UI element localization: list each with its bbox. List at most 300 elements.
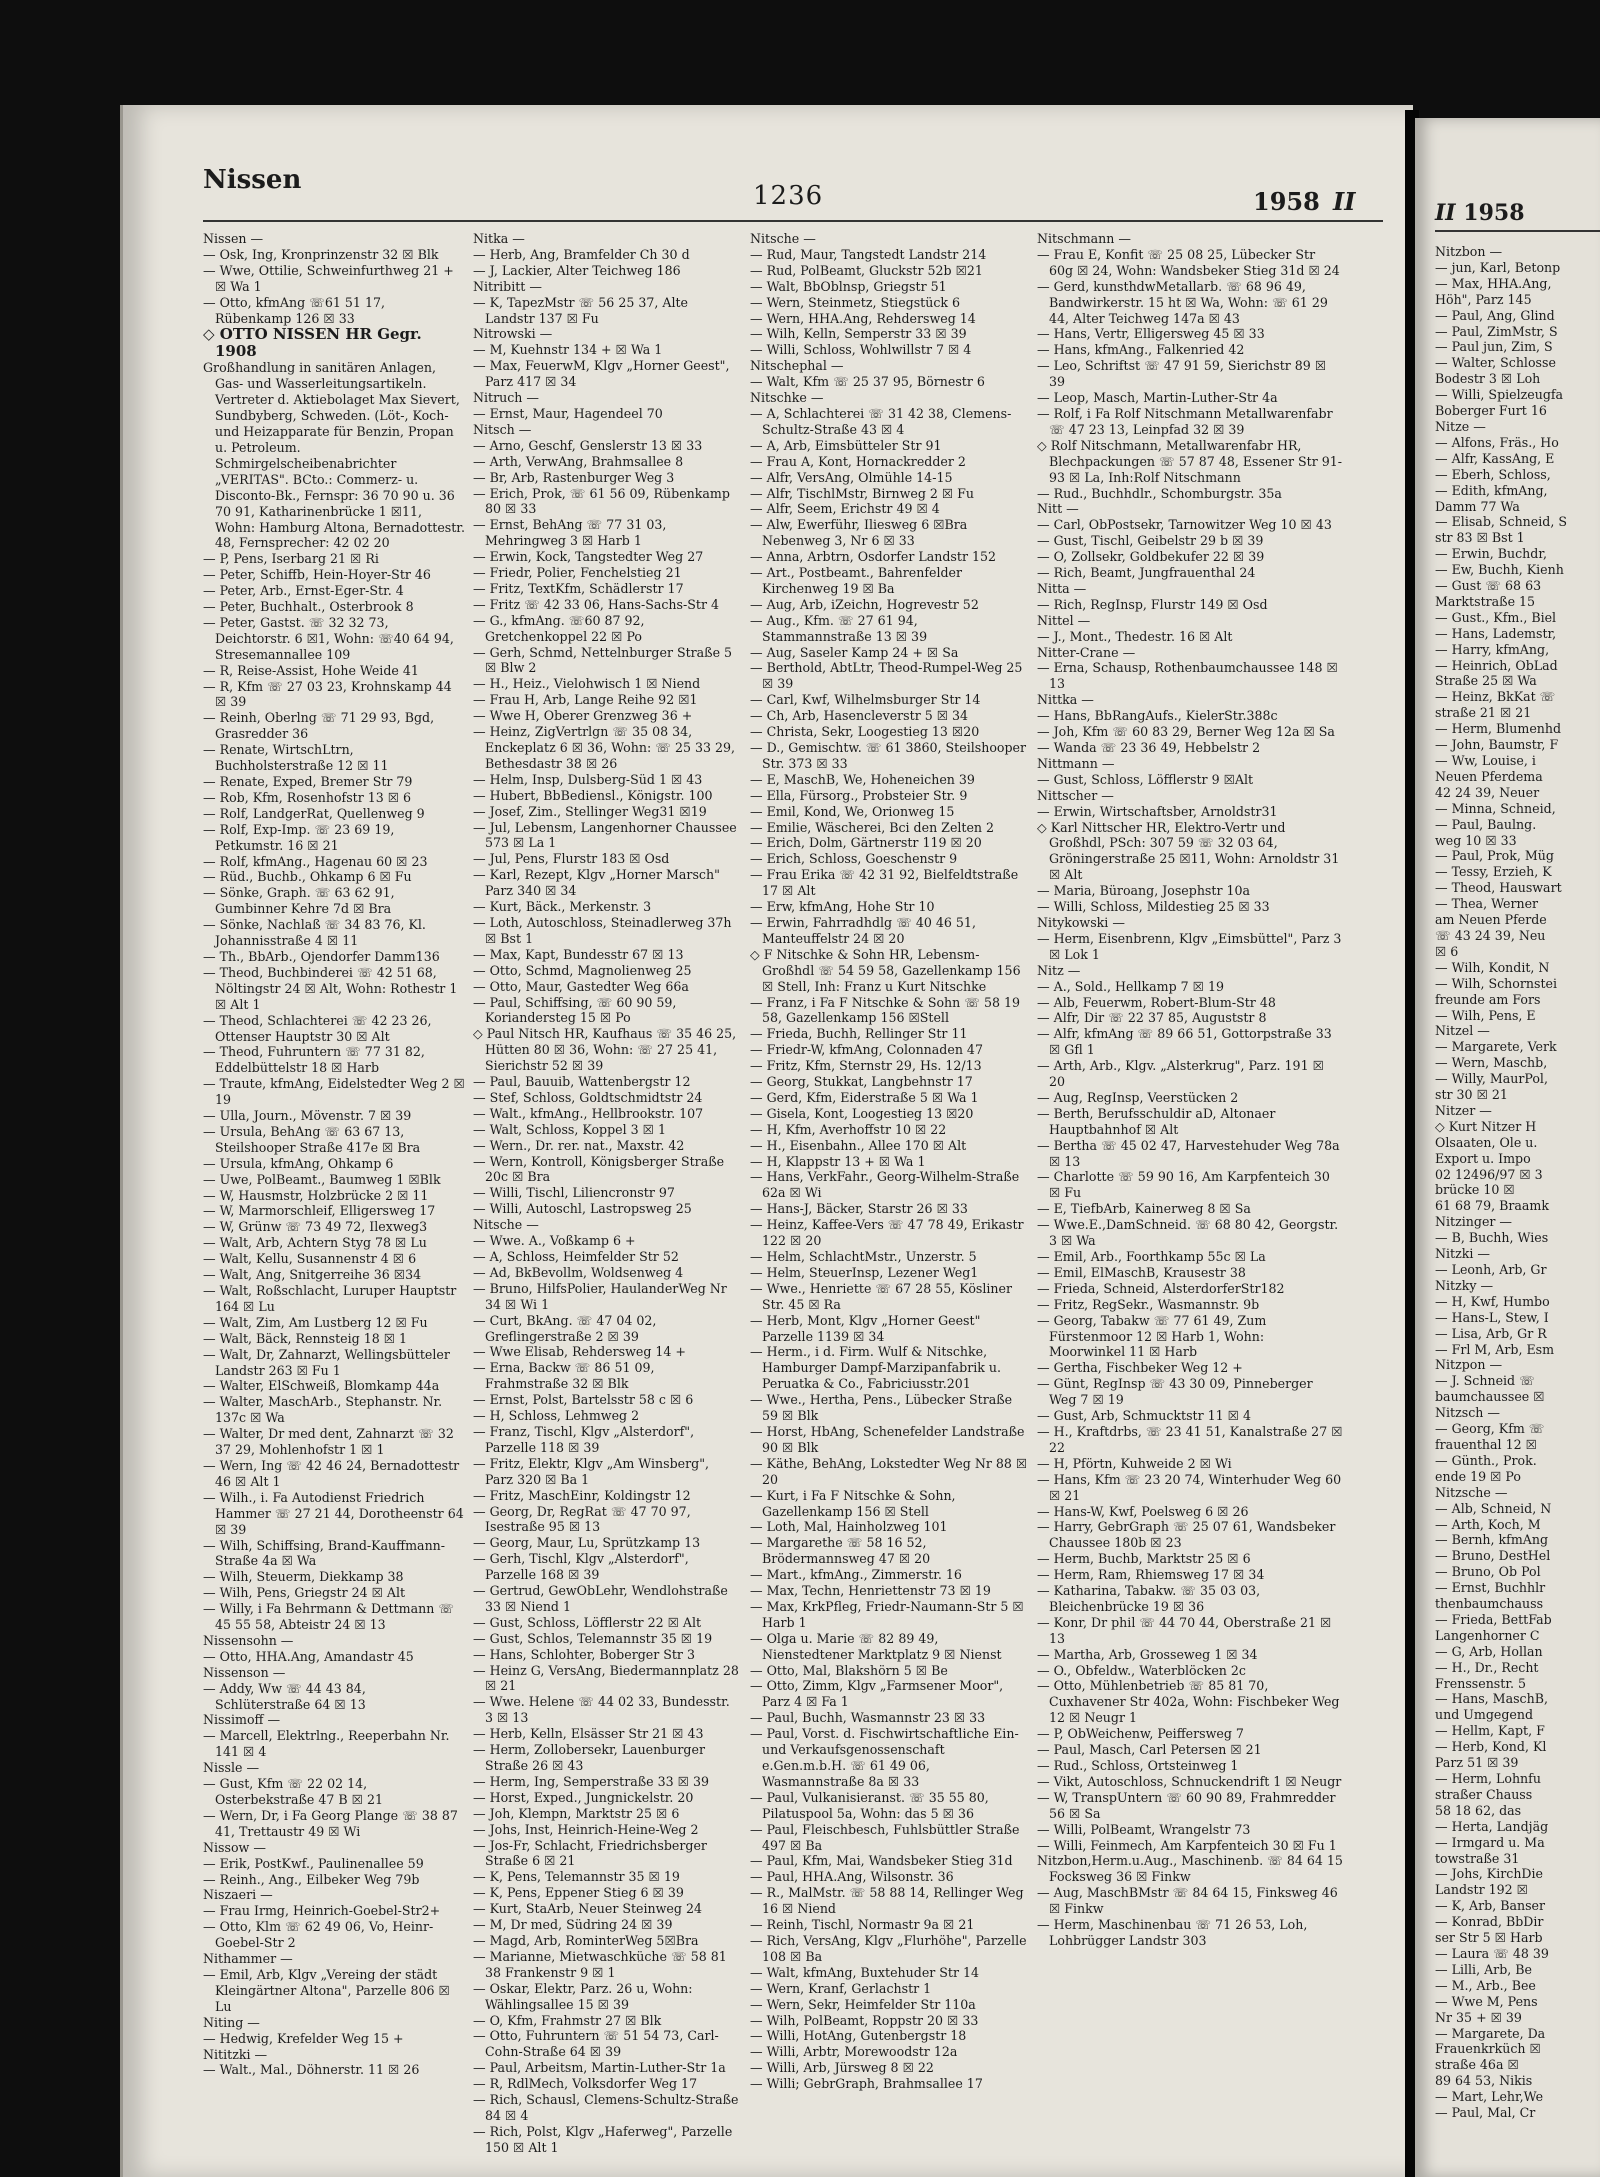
next-page-entry: — Alb, Schneid, N bbox=[1435, 1500, 1552, 1516]
directory-entry: — Konr, Dr phil ☏ 44 70 44, Oberstraße 21 ☒ 13 bbox=[1037, 1614, 1332, 1646]
directory-entry: — Addy, Ww ☏ 44 43 84, Schlüterstraße 64 ☒ 13 bbox=[203, 1680, 366, 1712]
directory-entry: — Herb, Ang, Bramfelder Ch 30 d bbox=[473, 246, 690, 262]
directory-entry: — J., Mont., Thedestr. 16 ☒ Alt bbox=[1037, 628, 1233, 644]
directory-entry: — Bruno, HilfsPolier, HaulanderWeg Nr 34 ☒ Wi 1 bbox=[473, 1280, 727, 1312]
column-3 bbox=[750, 231, 1028, 2161]
column-4 bbox=[1037, 231, 1343, 2161]
directory-entry: — Paul, Schiffsing, ☏ 60 90 59, Koriandersteg 15 ☒ Po bbox=[473, 994, 677, 1026]
directory-entry: — Charlotte ☏ 59 90 16, Am Karpfenteich 30 ☒ Fu bbox=[1037, 1169, 1330, 1201]
directory-entry: — Kurt, StaArb, Neuer Steinweg 24 bbox=[473, 1901, 702, 1917]
directory-entry: — Walt, Bäck, Rennsteig 18 ☒ 1 bbox=[203, 1330, 408, 1346]
directory-entry: — H, Pförtn, Kuhweide 2 ☒ Wi bbox=[1037, 1455, 1232, 1471]
directory-entry: — Emil, Arb, Klgv „Vereing der städt Kleingärtner Altona", Parzelle 806 ☒ Lu bbox=[203, 1966, 450, 2014]
next-page-entry: — M., Arb., Bee bbox=[1435, 1977, 1536, 1993]
directory-entry: — Georg, Stukkat, Langbehnstr 17 bbox=[750, 1074, 973, 1090]
directory-entry: — Hans, Schlohter, Boberger Str 3 bbox=[473, 1646, 695, 1662]
directory-entry: — Walt., kfmAng., Hellbrookstr. 107 bbox=[473, 1105, 704, 1121]
directory-entry: Nitschmann — bbox=[1037, 231, 1132, 246]
next-page-entry: — Heinrich, ObLad bbox=[1435, 657, 1558, 673]
next-page-entry: — Wilh, Pens, E bbox=[1435, 1007, 1536, 1023]
directory-entry: — Aug, MaschBMstr ☏ 84 64 15, Finksweg 46 ☒ Finkw bbox=[1037, 1885, 1338, 1917]
directory-entry: — Ursula, BehAng ☏ 63 67 13, Steilshooper Straße 417e ☒ Bra bbox=[203, 1123, 421, 1155]
directory-entry: — Marianne, Mietwaschküche ☏ 58 81 38 Frankenstr 9 ☒ 1 bbox=[473, 1948, 727, 1980]
directory-entry: — Mart., kfmAng., Zimmerstr. 16 bbox=[750, 1567, 962, 1583]
directory-entry: — Georg, Tabakw ☏ 77 61 49, Zum Fürstenmoor 12 ☒ Harb 1, Wohn: Moorwinkel 11 ☒ Harb bbox=[1037, 1312, 1267, 1360]
next-page-entry: ◇ Kurt Nitzer H bbox=[1435, 1118, 1537, 1134]
next-page-entry: — J. Schneid ☏ bbox=[1435, 1373, 1535, 1389]
directory-entry: — Herm, Buchb, Marktstr 25 ☒ 6 bbox=[1037, 1551, 1251, 1567]
directory-entry: — O, Kfm, Frahmstr 27 ☒ Blk bbox=[473, 2012, 662, 2028]
next-page-entry: — Tessy, Erzieh, K bbox=[1435, 864, 1552, 880]
directory-entry: — Rich, Schausl, Clemens-Schultz-Straße 84 ☒ 4 bbox=[473, 2092, 739, 2123]
next-page-entry: — Gust ☏ 68 63 bbox=[1435, 578, 1542, 594]
next-page bbox=[1415, 118, 1600, 2177]
directory-entry: — Hans, VerkFahr., Georg-Wilhelm-Straße 62a ☒ Wi bbox=[750, 1169, 1020, 1201]
directory-entry: — Aug., Kfm. ☏ 27 61 94, Stammannstraße 13 ☒ 39 bbox=[750, 612, 928, 644]
next-page-entry: — Mart, Lehr,We bbox=[1435, 2089, 1544, 2105]
directory-entry: — Emil, Arb., Foorthkamp 55c ☒ La bbox=[1037, 1249, 1266, 1264]
next-page-entry: — Paul jun, Zim, S bbox=[1435, 339, 1553, 355]
directory-entry: — Jul, Pens, Flurstr 183 ☒ Osd bbox=[473, 851, 670, 867]
directory-entry: — Anna, Arbtrn, Osdorfer Landstr 152 bbox=[750, 549, 997, 565]
directory-entry: — Rich, RegInsp, Flurstr 149 ☒ Osd bbox=[1037, 596, 1268, 612]
next-page-entry: — Minna, Schneid, bbox=[1435, 800, 1556, 816]
next-page-entry: — Willy, MaurPol, bbox=[1435, 1071, 1548, 1087]
directory-entry: Großhandlung in sanitären Anlagen, Gas- und Wasserleitungsartikeln. Vertreter d. Aktiebolaget Max Sievert, Sundbyberg, Schweden. (Löt-, Koch- und Heizapparate für Benzin, Propan u. Petroleum. Schmirgelscheibenabrichter „VERITAS". BCto.: Commerz- u. Disconto-Bk., Fernspr: 36 70 90 u. 36 70 91, Katharinenbrücke 1 ☒11, Wohn: Hamburg Altona, Bernadottestr. 48, Fernsprecher: 42 02 20 bbox=[203, 360, 465, 551]
directory-entry: — Gust, Schlos, Telemannstr 35 ☒ 19 bbox=[473, 1630, 713, 1646]
next-page-entry: — Ww, Louise, i bbox=[1435, 753, 1536, 768]
next-page-entry: Höh", Parz 145 bbox=[1435, 291, 1532, 307]
next-page-entry: Nitzel — bbox=[1435, 1023, 1490, 1039]
next-page-entry: Nitze — bbox=[1435, 418, 1486, 434]
directory-entry: — Frieda, Schneid, AlsterdorferStr182 bbox=[1037, 1280, 1285, 1296]
next-page-entry: — Frl M, Arb, Esm bbox=[1435, 1341, 1555, 1357]
directory-entry: — Aug, Saseler Kamp 24 + ☒ Sa bbox=[750, 644, 959, 660]
directory-entry: — Peter, Arb., Ernst-Eger-Str. 4 bbox=[203, 583, 404, 599]
directory-entry: — Wern, Steinmetz, Stiegstück 6 bbox=[750, 294, 961, 310]
next-page-volume: II bbox=[1435, 200, 1456, 226]
next-page-entry: — Arth, Koch, M bbox=[1435, 1516, 1541, 1532]
directory-entry: — Erich, Prok, ☏ 61 56 09, Rübenkamp 80 ☒ 33 bbox=[473, 485, 730, 517]
next-page-entry: — Paul, ZimMstr, S bbox=[1435, 323, 1558, 339]
next-page-entry: — Irmgard u. Ma bbox=[1435, 1834, 1545, 1850]
directory-entry: — Gust, Arb, Schmucktstr 11 ☒ 4 bbox=[1037, 1408, 1251, 1424]
directory-entry: — Herm, Maschinenbau ☏ 71 26 53, Loh, Lohbrügger Landstr 303 bbox=[1037, 1917, 1308, 1948]
directory-entry: — Walt, Zim, Am Lustberg 12 ☒ Fu bbox=[203, 1314, 428, 1330]
directory-entry: — Oskar, Elektr, Parz. 26 u, Wohn: Wählingsallee 15 ☒ 39 bbox=[473, 1980, 693, 2012]
directory-entry: — Alfr, Dir ☏ 22 37 85, Auguststr 8 bbox=[1037, 1010, 1267, 1026]
directory-entry: Nitribitt — bbox=[473, 278, 542, 294]
directory-entry: Nitruch — bbox=[473, 390, 540, 406]
next-page-entry: towstraße 31 bbox=[1435, 1850, 1520, 1866]
directory-entry: — Sönke, Graph. ☏ 63 62 91, Gumbinner Kehre 7d ☒ Bra bbox=[203, 885, 395, 917]
directory-entry: Nittscher — bbox=[1037, 787, 1114, 803]
directory-entry: — Erna, Schausp, Rothenbaumchaussee 148 ☒ 13 bbox=[1037, 660, 1338, 692]
directory-entry: — Kurt, Bäck., Merkenstr. 3 bbox=[473, 899, 652, 915]
directory-entry: — Otto, Klm ☏ 62 49 06, Vo, Heinr-Goebel-Str 2 bbox=[203, 1919, 434, 1951]
directory-entry: — Heinz G, VersAng, Biedermannplatz 28 ☒ 21 bbox=[473, 1662, 739, 1694]
directory-entry: — Emil, ElMaschB, Krausestr 38 bbox=[1037, 1264, 1246, 1280]
directory-entry: — W, Marmorschleif, Elligersweg 17 bbox=[203, 1203, 436, 1219]
next-page-entry: weg 10 ☒ 33 bbox=[1435, 832, 1517, 848]
page-header-word: Nissen bbox=[203, 165, 302, 195]
directory-entry: — Gerh, Tischl, Klgv „Alsterdorf", Parzelle 168 ☒ 39 bbox=[473, 1551, 689, 1583]
directory-entry: — Gust, Tischl, Geibelstr 29 b ☒ 39 bbox=[1037, 533, 1264, 549]
directory-entry: — Willi, PolBeamt, Wrangelstr 73 bbox=[1037, 1821, 1251, 1837]
next-page-entry: — Paul, Baulng. bbox=[1435, 816, 1537, 832]
directory-entry: — Alfr, VersAng, Olmühle 14-15 bbox=[750, 469, 953, 485]
next-page-entry: — Paul, Mal, Cr bbox=[1435, 2105, 1536, 2121]
page-volume: II bbox=[1333, 187, 1356, 216]
directory-entry: — Gertrud, GewObLehr, Wendlohstraße 33 ☒ Niend 1 bbox=[473, 1583, 728, 1614]
next-page-entry: Nitzsch — bbox=[1435, 1405, 1500, 1421]
directory-entry: — Gertha, Fischbeker Weg 12 + bbox=[1037, 1360, 1243, 1376]
directory-entry: — Erwin, Fahrradhdlg ☏ 40 46 51, Manteuffelstr 24 ☒ 20 bbox=[750, 914, 976, 946]
directory-entry: — Reinh, Oberlng ☏ 71 29 93, Bgd, Grasredder 36 bbox=[203, 710, 435, 742]
directory-entry: — R, RdlMech, Volksdorfer Weg 17 bbox=[473, 2076, 698, 2092]
directory-entry: — Paul, HHA.Ang, Wilsonstr. 36 bbox=[750, 1869, 954, 1885]
directory-entry: — Alfr, Seem, Erichstr 49 ☒ 4 bbox=[750, 501, 940, 517]
directory-entry: — Frau Erika ☏ 42 31 92, Bielfeldtstraße 17 ☒ Alt bbox=[750, 867, 1019, 899]
next-page-entry: Nitzbon — bbox=[1435, 244, 1503, 259]
directory-entry: — Willi, Tischl, Liliencronstr 97 bbox=[473, 1185, 675, 1201]
directory-entry: — Kurt, i Fa F Nitschke & Sohn, Gazellenkamp 156 ☒ Stell bbox=[750, 1487, 956, 1519]
directory-entry: — Otto, Zimm, Klgv „Farmsener Moor", Parz 4 ☒ Fa 1 bbox=[750, 1678, 1004, 1710]
next-page-entry: Langenhorner C bbox=[1435, 1627, 1540, 1643]
directory-entry: — Walter, Dr med dent, Zahnarzt ☏ 32 37 29, Mohlenhofstr 1 ☒ 1 bbox=[203, 1426, 454, 1458]
directory-entry: — Rolf, Exp-Imp. ☏ 23 69 19, Petkumstr. 16 ☒ 21 bbox=[203, 821, 395, 853]
directory-entry: ◇ OTTO NISSEN HR Gegr. 1908 bbox=[203, 325, 422, 361]
next-page-entry: — Edith, kfmAng, bbox=[1435, 482, 1548, 498]
directory-entry: — W, Grünw ☏ 73 49 72, Ilexweg3 bbox=[203, 1219, 428, 1235]
directory-entry: — Uwe, PolBeamt., Baumweg 1 ☒Blk bbox=[203, 1171, 441, 1187]
directory-entry: — Margarethe ☏ 58 16 52, Brödermannsweg 47 ☒ 20 bbox=[750, 1535, 931, 1567]
directory-entry: Nithammer — bbox=[203, 1951, 293, 1967]
directory-entry: — Olga u. Marie ☏ 82 89 49, Nienstedtener Marktplatz 9 ☒ Nienst bbox=[750, 1630, 1002, 1662]
directory-entry: — Gerd, kunsthdwMetallarb. ☏ 68 96 49, Bandwirkerstr. 15 ht ☒ Wa, Wohn: ☏ 61 29 44, Alter Teichweg 147a ☒ 43 bbox=[1037, 278, 1328, 326]
directory-entry: — Rich, VersAng, Klgv „Flurhöhe", Parzelle 108 ☒ Ba bbox=[750, 1932, 1027, 1964]
next-page-entry: baumchaussee ☒ bbox=[1435, 1389, 1545, 1405]
column-2 bbox=[473, 231, 741, 2161]
directory-entry: — K, Pens, Telemannstr 35 ☒ 19 bbox=[473, 1869, 680, 1885]
directory-entry: — H., Kraftdrbs, ☏ 23 41 51, Kanalstraße 27 ☒ 22 bbox=[1037, 1423, 1343, 1455]
directory-entry: — Maria, Büroang, Josephstr 10a bbox=[1037, 883, 1251, 899]
directory-entry: Nitsche — bbox=[473, 1217, 539, 1233]
next-page-entry: — Frieda, BettFab bbox=[1435, 1611, 1552, 1627]
directory-entry: — Willi, Schloss, Wohlwillstr 7 ☒ 4 bbox=[750, 342, 972, 358]
directory-entry: Nissimoff — bbox=[203, 1712, 281, 1728]
directory-entry: — Walt, kfmAng, Buxtehuder Str 14 bbox=[750, 1964, 980, 1980]
directory-entry: — Frau H, Arb, Lange Reihe 92 ☒1 bbox=[473, 692, 698, 708]
directory-entry: — Frau E, Konfit ☏ 25 08 25, Lübecker Str 60g ☒ 24, Wohn: Wandsbeker Stieg 31d ☒ 24 bbox=[1037, 246, 1340, 278]
directory-entry: Nitykowski — bbox=[1037, 914, 1125, 930]
directory-entry: — H, Kfm, Averhoffstr 10 ☒ 22 bbox=[750, 1121, 947, 1137]
directory-entry: — Ch, Arb, Hasencleverstr 5 ☒ 34 bbox=[750, 708, 969, 724]
directory-entry: — Horst, Exped., Jungnickelstr. 20 bbox=[473, 1789, 694, 1805]
directory-entry: — Rolf, i Fa Rolf Nitschmann Metallwarenfabr ☏ 47 23 13, Leinpfad 32 ☒ 39 bbox=[1037, 405, 1333, 437]
directory-entry: — Stef, Schloss, Goldtschmidtstr 24 bbox=[473, 1089, 703, 1105]
directory-entry: Niting — bbox=[203, 2014, 260, 2030]
directory-entry: — Peter, Buchhalt., Osterbrook 8 bbox=[203, 599, 414, 615]
next-page-entry: Nr 35 + ☒ 39 bbox=[1435, 2009, 1522, 2025]
next-page-entry: ☏ 43 24 39, Neu bbox=[1435, 927, 1546, 943]
directory-entry: — P, ObWeichenw, Peiffersweg 7 bbox=[1037, 1726, 1244, 1742]
directory-entry: — Arth, VerwAng, Brahmsallee 8 bbox=[473, 453, 684, 469]
directory-entry: — Walt, Dr, Zahnarzt, Wellingsbütteler Landstr 263 ☒ Fu 1 bbox=[203, 1346, 450, 1378]
directory-entry: — Wwe. Helene ☏ 44 02 33, Bundesstr. 3 ☒ 13 bbox=[473, 1694, 730, 1726]
next-page-entry: — Margarete, Da bbox=[1435, 2025, 1546, 2041]
directory-entry: — Walt, Kellu, Susannenstr 4 ☒ 6 bbox=[203, 1251, 417, 1267]
directory-entry: — Fritz, Kfm, Sternstr 29, Hs. 12/13 bbox=[750, 1058, 982, 1074]
next-page-entry: Export u. Impo bbox=[1435, 1150, 1531, 1166]
directory-entry: — Gust, Kfm ☏ 22 02 14, Osterbekstraße 47 B ☒ 21 bbox=[203, 1776, 383, 1807]
directory-entry: — O, Zollsekr, Goldbekufer 22 ☒ 39 bbox=[1037, 549, 1265, 565]
directory-entry: Nitt — bbox=[1037, 501, 1079, 517]
directory-entry: — Otto, Schmd, Magnolienweg 25 bbox=[473, 962, 692, 978]
next-page-entry: 61 68 79, Braamk bbox=[1435, 1198, 1549, 1214]
next-page-entry: Damm 77 Wa bbox=[1435, 498, 1520, 514]
directory-entry: — Günt, RegInsp ☏ 43 30 09, Pinneberger Weg 7 ☒ 19 bbox=[1037, 1376, 1313, 1408]
directory-entry: — Reinh, Tischl, Normastr 9a ☒ 21 bbox=[750, 1917, 975, 1933]
next-page-entry: — jun, Karl, Betonp bbox=[1435, 259, 1561, 275]
next-page-entry: — H, Kwf, Humbo bbox=[1435, 1293, 1550, 1309]
next-page-entry: — Max, HHA.Ang, bbox=[1435, 275, 1552, 291]
next-page-entry: ☒ 6 bbox=[1435, 943, 1459, 959]
directory-entry: — Loth, Mal, Hainholzweg 101 bbox=[750, 1519, 948, 1535]
directory-entry: — Fritz, MaschEinr, Koldingstr 12 bbox=[473, 1487, 691, 1503]
header-rule bbox=[203, 220, 1383, 222]
next-page-entry: ser Str 5 ☒ Harb bbox=[1435, 1930, 1543, 1946]
directory-entry: — Renate, WirtschLtrn, Buchholsterstraße 12 ☒ 11 bbox=[203, 742, 389, 774]
next-page-entry: — Herb, Kond, Kl bbox=[1435, 1739, 1547, 1755]
directory-entry: — H, Klappstr 13 + ☒ Wa 1 bbox=[750, 1153, 926, 1169]
directory-entry: — Leo, Schriftst ☏ 47 91 59, Sierichstr 89 ☒ 39 bbox=[1037, 358, 1327, 390]
next-page-entry: — Georg, Kfm ☏ bbox=[1435, 1421, 1545, 1437]
directory-entry: — Herb, Mont, Klgv „Horner Geest" Parzelle 1139 ☒ 34 bbox=[750, 1312, 981, 1344]
directory-entry: — R., MalMstr. ☏ 58 88 14, Rellinger Weg 16 ☒ Niend bbox=[750, 1885, 1024, 1917]
directory-entry: — Ulla, Journ., Mövenstr. 7 ☒ 39 bbox=[203, 1108, 412, 1124]
next-page-entry: — Hans-L, Stew, I bbox=[1435, 1309, 1549, 1325]
directory-entry: Nitz — bbox=[1037, 962, 1081, 978]
directory-entry: — J, Lackier, Alter Teichweg 186 bbox=[473, 262, 681, 278]
directory-entry: — Wern, Kranf, Gerlachstr 1 bbox=[750, 1980, 932, 1996]
directory-entry: — Wern, Kontroll, Königsberger Straße 20c ☒ Bra bbox=[473, 1153, 725, 1185]
directory-entry: — Rüd., Buchb., Ohkamp 6 ☒ Fu bbox=[203, 869, 412, 885]
next-page-entry: Marktstraße 15 bbox=[1435, 593, 1536, 609]
directory-entry: — Herm, Eisenbrenn, Klgv „Eimsbüttel", Parz 3 ☒ Lok 1 bbox=[1037, 930, 1342, 962]
next-page-entry: — Bruno, Ob Pol bbox=[1435, 1564, 1541, 1580]
next-page-entry: Nitzpon — bbox=[1435, 1357, 1503, 1373]
directory-entry: — Wern, Sekr, Heimfelder Str 110a bbox=[750, 1996, 976, 2012]
next-page-entry: — Wilh, Kondit, N bbox=[1435, 959, 1550, 975]
directory-entry: — Horst, HbAng, Schenefelder Landstraße 90 ☒ Blk bbox=[750, 1423, 1025, 1455]
directory-entry: — M, Kuehnstr 134 + ☒ Wa 1 bbox=[473, 342, 663, 358]
next-page-entry: — John, Baumstr, F bbox=[1435, 737, 1559, 753]
next-page-entry: — Paul, Ang, Glind bbox=[1435, 307, 1555, 323]
directory-entry: — Rud, Maur, Tangstedt Landstr 214 bbox=[750, 246, 987, 262]
directory-entry: — Erwin, Wirtschaftsber, Arnoldstr31 bbox=[1037, 803, 1278, 819]
next-page-entry: — Alfr, KassAng, E bbox=[1435, 450, 1555, 466]
directory-entry: — Wanda ☏ 23 36 49, Hebbelstr 2 bbox=[1037, 740, 1261, 755]
directory-entry: — Wwe H, Oberer Grenzweg 36 + bbox=[473, 708, 693, 724]
directory-entry: — Max, Kapt, Bundesstr 67 ☒ 13 bbox=[473, 946, 684, 962]
directory-entry: — Johs, Inst, Heinrich-Heine-Weg 2 bbox=[473, 1821, 699, 1837]
directory-entry: — Walt, Arb, Achtern Styg 78 ☒ Lu bbox=[203, 1235, 427, 1251]
next-page-entry: Nitzsche — bbox=[1435, 1484, 1508, 1500]
next-page-entry: Boberger Furt 16 bbox=[1435, 403, 1547, 419]
directory-entry: — Loth, Autoschloss, Steinadlerweg 37h ☒ Bst 1 bbox=[473, 914, 732, 946]
directory-entry: — Harry, GebrGraph ☏ 25 07 61, Wandsbeker Chaussee 180b ☒ 23 bbox=[1037, 1519, 1336, 1551]
directory-entry: — R, Kfm ☏ 27 03 23, Krohnskamp 44 ☒ 39 bbox=[203, 678, 452, 710]
directory-entry: — Jul, Lebensm, Langenhorner Chaussee 573 ☒ La 1 bbox=[473, 819, 737, 851]
next-page-entry: 42 24 39, Neuer bbox=[1435, 784, 1540, 800]
next-page-entry: — G, Arb, Hollan bbox=[1435, 1643, 1543, 1659]
directory-entry: Nitzbon,Herm.u.Aug., Maschinenb. ☏ 84 64 15 Focksweg 36 ☒ Finkw bbox=[1037, 1853, 1343, 1885]
directory-entry: Nitta — bbox=[1037, 580, 1087, 596]
next-page-entry: 89 64 53, Nikis bbox=[1435, 2073, 1533, 2089]
directory-entry: Nissen — bbox=[203, 231, 264, 246]
directory-entry: — Emilie, Wäscherei, Bci den Zelten 2 bbox=[750, 819, 995, 835]
directory-entry: ◇ F Nitschke & Sohn HR, Lebensm-Großhdl ☏ 54 59 58, Gazellenkamp 156 ☒ Stell, Inh: Franz u Kurt Nitschke bbox=[750, 946, 1021, 994]
directory-entry: — Wwe., Hertha, Pens., Lübecker Straße 59 ☒ Blk bbox=[750, 1392, 1013, 1424]
directory-entry: — Helm, Insp, Dulsberg-Süd 1 ☒ 43 bbox=[473, 771, 703, 787]
directory-entry: — Marcell, Elektrlng., Reeperbahn Nr. 141 ☒ 4 bbox=[203, 1728, 450, 1760]
directory-entry: — Otto, Maur, Gastedter Weg 66a bbox=[473, 978, 689, 994]
directory-entry: — Walt, Roßschlacht, Luruper Hauptstr 164 ☒ Lu bbox=[203, 1283, 457, 1314]
directory-entry: — Josef, Zim., Stellinger Weg31 ☒19 bbox=[473, 803, 707, 819]
directory-entry: — Paul, Buchh, Wasmannstr 23 ☒ 33 bbox=[750, 1710, 986, 1726]
directory-entry: — H., Heiz., Vielohwisch 1 ☒ Niend bbox=[473, 676, 701, 692]
next-page-entry: — Bernh, kfmAng bbox=[1435, 1532, 1549, 1548]
directory-entry: — Ernst, Maur, Hagendeel 70 bbox=[473, 405, 663, 421]
directory-entry: — Willi, Arb, Jürsweg 8 ☒ 22 bbox=[750, 2060, 934, 2076]
next-page-entry: Parz 51 ☒ 39 bbox=[1435, 1755, 1519, 1771]
directory-entry: — Herm., i d. Firm. Wulf & Nitschke, Hamburger Dampf-Marzipanfabrik u. Peruatka & Co., Fabriciusstr.201 bbox=[750, 1344, 1002, 1392]
directory-entry: — Alw, Ewerführ, Iliesweg 6 ☒Bra Nebenweg 3, Nr 6 ☒ 33 bbox=[750, 517, 968, 549]
next-page-entry: — Eberh, Schloss, bbox=[1435, 466, 1551, 482]
directory-entry: — Rob, Kfm, Rosenhofstr 13 ☒ 6 bbox=[203, 789, 412, 805]
directory-entry: — Berth, Berufsschuldir aD, Altonaer Hauptbahnhof ☒ Alt bbox=[1037, 1105, 1276, 1137]
directory-entry: — Herm, Zollobersekr, Lauenburger Straße 26 ☒ 43 bbox=[473, 1742, 705, 1773]
next-page-entry: — Lisa, Arb, Gr R bbox=[1435, 1325, 1547, 1341]
directory-entry: — Frieda, Buchh, Rellinger Str 11 bbox=[750, 1026, 968, 1042]
directory-entry: Niszaeri — bbox=[203, 1887, 273, 1903]
next-page-entry: am Neuen Pferde bbox=[1435, 912, 1547, 928]
directory-entry: — Wwe. A., Voßkamp 6 + bbox=[473, 1233, 636, 1249]
directory-entry: — Ernst, BehAng ☏ 77 31 03, Mehringweg 3 ☒ Harb 1 bbox=[473, 517, 667, 549]
next-page-entry: — H., Dr., Recht bbox=[1435, 1659, 1539, 1675]
directory-entry: — Erich, Schloss, Goeschenstr 9 bbox=[750, 851, 958, 867]
directory-entry: — Gerd, Kfm, Eiderstraße 5 ☒ Wa 1 bbox=[750, 1089, 979, 1105]
next-page-entry: ende 19 ☒ Po bbox=[1435, 1468, 1521, 1484]
directory-entry: — Helm, SteuerInsp, Lezener Weg1 bbox=[750, 1264, 979, 1280]
directory-entry: — Wern, Ing ☏ 42 46 24, Bernadottestr 46 ☒ Alt 1 bbox=[203, 1457, 460, 1489]
directory-entry: — Wilh, PolBeamt, Roppstr 20 ☒ 33 bbox=[750, 2012, 979, 2028]
next-page-header bbox=[1435, 200, 1525, 226]
directory-entry: — Walter, ElSchweiß, Blomkamp 44a bbox=[203, 1378, 440, 1394]
directory-entry: Nissow — bbox=[203, 1839, 266, 1855]
directory-entry: — Wilh., i. Fa Autodienst Friedrich Hammer ☏ 27 21 44, Dorotheenstr 64 ☒ 39 bbox=[203, 1489, 464, 1537]
directory-entry: Nittel — bbox=[1037, 612, 1091, 628]
next-page-entry: Frauenkrküch ☒ bbox=[1435, 2041, 1541, 2057]
directory-entry: — Gust, Schloss, Löfflerstr 9 ☒Alt bbox=[1037, 771, 1254, 787]
directory-entry: — Walt, Schloss, Koppel 3 ☒ 1 bbox=[473, 1121, 666, 1137]
directory-entry: — Willi; GebrGraph, Brahmsallee 17 bbox=[750, 2076, 983, 2092]
directory-entry: — Emil, Kond, We, Orionweg 15 bbox=[750, 803, 955, 819]
directory-entry: — Wern., Dr. rer. nat., Maxstr. 42 bbox=[473, 1137, 685, 1153]
directory-entry: — Friedr, Polier, Fenchelstieg 21 bbox=[473, 565, 682, 581]
directory-entry: — R, Reise-Assist, Hohe Weide 41 bbox=[203, 662, 419, 678]
directory-entry: — Wern, Dr, i Fa Georg Plange ☏ 38 87 41, Trettaustr 49 ☒ Wi bbox=[203, 1807, 458, 1839]
directory-entry: — Vikt, Autoschloss, Schnuckendrift 1 ☒ Neugr bbox=[1037, 1773, 1342, 1789]
next-page-entry: — Lilli, Arb, Be bbox=[1435, 1961, 1532, 1977]
next-page-entry: — Hans, MaschB, bbox=[1435, 1691, 1548, 1707]
directory-entry: — Hedwig, Krefelder Weg 15 + bbox=[203, 2030, 404, 2046]
directory-entry: — Frau Irmg, Heinrich-Goebel-Str2+ bbox=[203, 1903, 441, 1919]
directory-entry: — Georg, Dr, RegRat ☏ 47 70 97, Isestraße 95 ☒ 13 bbox=[473, 1503, 691, 1535]
directory-entry: — Otto, HHA.Ang, Amandastr 45 bbox=[203, 1648, 414, 1664]
directory-entry: — Peter, Gastst. ☏ 32 32 73, Deichtorstr. 6 ☒1, Wohn: ☏40 64 94, Stresemannallee 109 bbox=[203, 614, 454, 662]
directory-entry: — Erik, PostKwf., Paulinenallee 59 bbox=[203, 1855, 424, 1871]
directory-entry: — Rud, PolBeamt, Gluckstr 52b ☒21 bbox=[750, 262, 983, 278]
directory-entry: — Otto, Fuhruntern ☏ 51 54 73, Carl-Cohn-Straße 64 ☒ 39 bbox=[473, 2028, 719, 2060]
next-page-entry: str 83 ☒ Bst 1 bbox=[1435, 530, 1525, 546]
directory-entry: — Otto, Mühlenbetrieb ☏ 85 81 70, Cuxhavener Str 402a, Wohn: Fischbeker Weg 12 ☒ Neugr 1 bbox=[1037, 1678, 1340, 1726]
directory-entry: — D., Gemischtw. ☏ 61 3860, Steilshooper Str. 373 ☒ 33 bbox=[750, 740, 1027, 771]
next-page-entry: — Ew, Buchh, Kienh bbox=[1435, 562, 1564, 578]
directory-entry: Nissle — bbox=[203, 1760, 260, 1776]
directory-entry: — Sönke, Nachlaß ☏ 34 83 76, Kl. Johannisstraße 4 ☒ 11 bbox=[203, 917, 426, 949]
directory-entry: — Berthold, AbtLtr, Theod-Rumpel-Weg 25 ☒ 39 bbox=[750, 660, 1023, 692]
directory-entry: — Christa, Sekr, Loogestieg 13 ☒20 bbox=[750, 724, 980, 740]
directory-entry: — Rolf, kfmAng., Hagenau 60 ☒ 23 bbox=[203, 853, 428, 869]
directory-entry: — Wilh, Kelln, Semperstr 33 ☒ 39 bbox=[750, 326, 967, 342]
directory-entry: — Renate, Exped, Bremer Str 79 bbox=[203, 774, 413, 789]
directory-entry: — Wilh, Pens, Griegstr 24 ☒ Alt bbox=[203, 1585, 406, 1601]
directory-entry: — G., kfmAng. ☏60 87 92, Gretchenkoppel 22 ☒ Po bbox=[473, 612, 645, 644]
directory-entry: — Walt., Mal., Döhnerstr. 11 ☒ 26 bbox=[203, 2062, 420, 2078]
directory-entry: — Wern, HHA.Ang, Rehdersweg 14 bbox=[750, 310, 976, 326]
next-page-entry: — Thea, Werner bbox=[1435, 896, 1539, 912]
directory-entry: — Gisela, Kont, Loogestieg 13 ☒20 bbox=[750, 1105, 974, 1121]
directory-entry: — P, Pens, Iserbarg 21 ☒ Ri bbox=[203, 551, 379, 567]
next-page-entry: Bodestr 3 ☒ Loh bbox=[1435, 371, 1541, 387]
next-page-entry: — Wwe M, Pens bbox=[1435, 1993, 1538, 2009]
next-page-entry: — Johs, KirchDie bbox=[1435, 1866, 1544, 1882]
directory-entry: — Georg, Maur, Lu, Sprützkamp 13 bbox=[473, 1535, 701, 1551]
directory-entry: — Wwe Elisab, Rehdersweg 14 + bbox=[473, 1344, 686, 1360]
directory-entry: — Reinh., Ang., Eilbeker Weg 79b bbox=[203, 1871, 420, 1887]
directory-entry: — Otto, kfmAng ☏61 51 17, Rübenkamp 126 ☒ 33 bbox=[203, 294, 385, 326]
directory-entry: — Hans, kfmAng., Falkenried 42 bbox=[1037, 342, 1245, 358]
directory-page bbox=[120, 105, 1413, 2177]
directory-entry: — A., Sold., Hellkamp 7 ☒ 19 bbox=[1037, 978, 1224, 994]
next-page-entry: — Harry, kfmAng, bbox=[1435, 641, 1550, 657]
directory-entry: — Gerh, Schmd, Nettelnburger Straße 5 ☒ Blw 2 bbox=[473, 644, 733, 676]
directory-entry: — Franz, Tischl, Klgv „Alsterdorf", Parzelle 118 ☒ 39 bbox=[473, 1423, 695, 1455]
directory-entry: — Erw, kfmAng, Hohe Str 10 bbox=[750, 899, 935, 915]
directory-entry: — Willy, i Fa Behrmann & Dettmann ☏ 45 55 58, Abteistr 24 ☒ 13 bbox=[203, 1601, 455, 1633]
directory-entry: — A, Arb, Eimsbütteler Str 91 bbox=[750, 437, 942, 453]
directory-entry: — Walter, MaschArb., Stephanstr. Nr. 137c ☒ Wa bbox=[203, 1394, 443, 1426]
directory-entry: — Jos-Fr, Schlacht, Friedrichsberger Straße 6 ☒ 21 bbox=[473, 1837, 707, 1869]
next-page-entry: — Herm, Blumenhd bbox=[1435, 721, 1562, 737]
next-page-entry: Landstr 192 ☒ bbox=[1435, 1882, 1528, 1898]
next-page-entry: — Laura ☏ 48 39 bbox=[1435, 1945, 1549, 1961]
directory-entry: — Erna, Backw ☏ 86 51 09, Frahmstraße 32 ☒ Blk bbox=[473, 1360, 655, 1392]
directory-entry: — Katharina, Tabakw. ☏ 35 03 03, Bleichenbrücke 19 ☒ 36 bbox=[1037, 1583, 1261, 1614]
directory-entry: — Friedr-W, kfmAng, Colonnaden 47 bbox=[750, 1042, 983, 1058]
